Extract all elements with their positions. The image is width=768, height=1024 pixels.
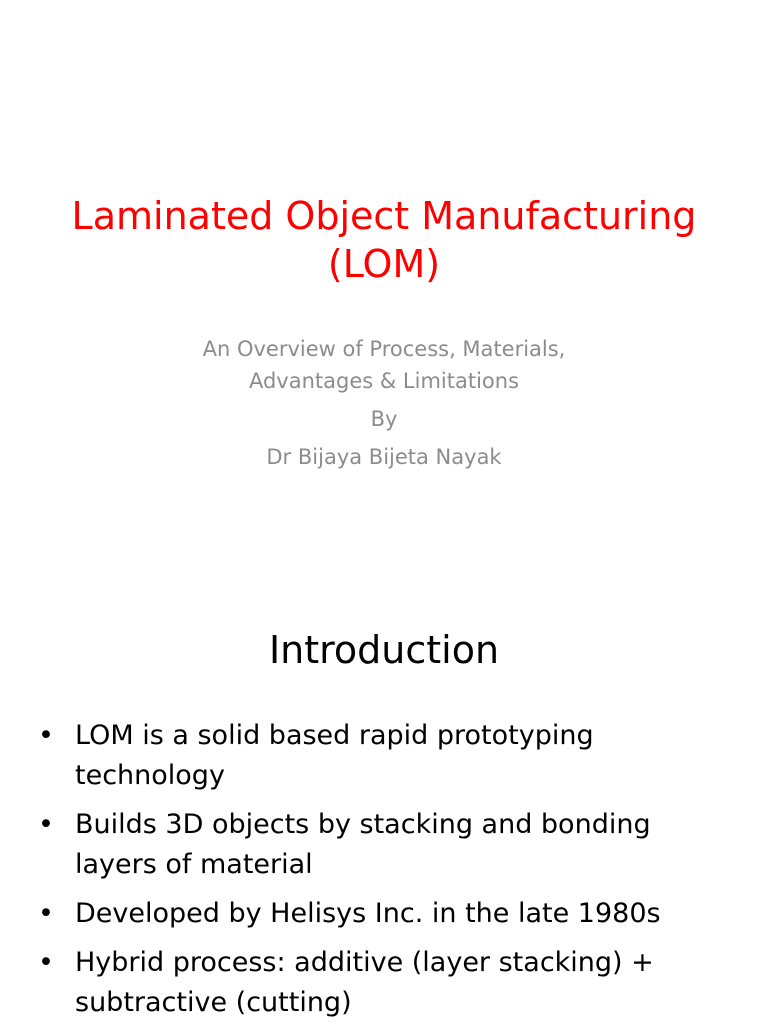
bullet-list	[38, 716, 738, 1024]
bullet-text-line-1: Builds 3D objects by stacking and bonding	[75, 809, 651, 840]
bullet-icon: •	[38, 720, 54, 751]
bullet-text-line-2: technology	[75, 760, 225, 791]
introduction-slide	[0, 576, 768, 1024]
bullet-text-line-1: Developed by Helisys Inc. in the late 1980s	[75, 898, 661, 929]
bullet-icon: •	[38, 947, 54, 978]
subtitle-line-2: Advantages & Limitations	[248, 369, 520, 393]
list-item	[38, 894, 738, 934]
introduction-title: Introduction	[268, 628, 500, 672]
slide-title	[0, 192, 768, 288]
list-item	[38, 805, 738, 885]
list-item	[38, 943, 738, 1023]
bullet-icon: •	[38, 898, 54, 929]
bullet-text-line-1: Hybrid process: additive (layer stacking) +	[75, 947, 654, 978]
bullet-text-line-2: subtractive (cutting)	[75, 987, 352, 1018]
list-item	[38, 716, 738, 796]
slide-title-line-1: Laminated Object Manufacturing	[71, 194, 697, 238]
subtitle-line-1: An Overview of Process, Materials,	[202, 337, 566, 361]
subtitle-author: Dr Bijaya Bijeta Nayak	[266, 445, 502, 469]
bullet-icon: •	[38, 809, 54, 840]
subtitle-by: By	[370, 407, 398, 431]
slide-subtitle	[0, 333, 768, 473]
bullet-text-line-1: LOM is a solid based rapid prototyping	[75, 720, 594, 751]
bullet-text-line-2: layers of material	[75, 849, 313, 880]
slide-title-line-2: (LOM)	[327, 242, 441, 286]
